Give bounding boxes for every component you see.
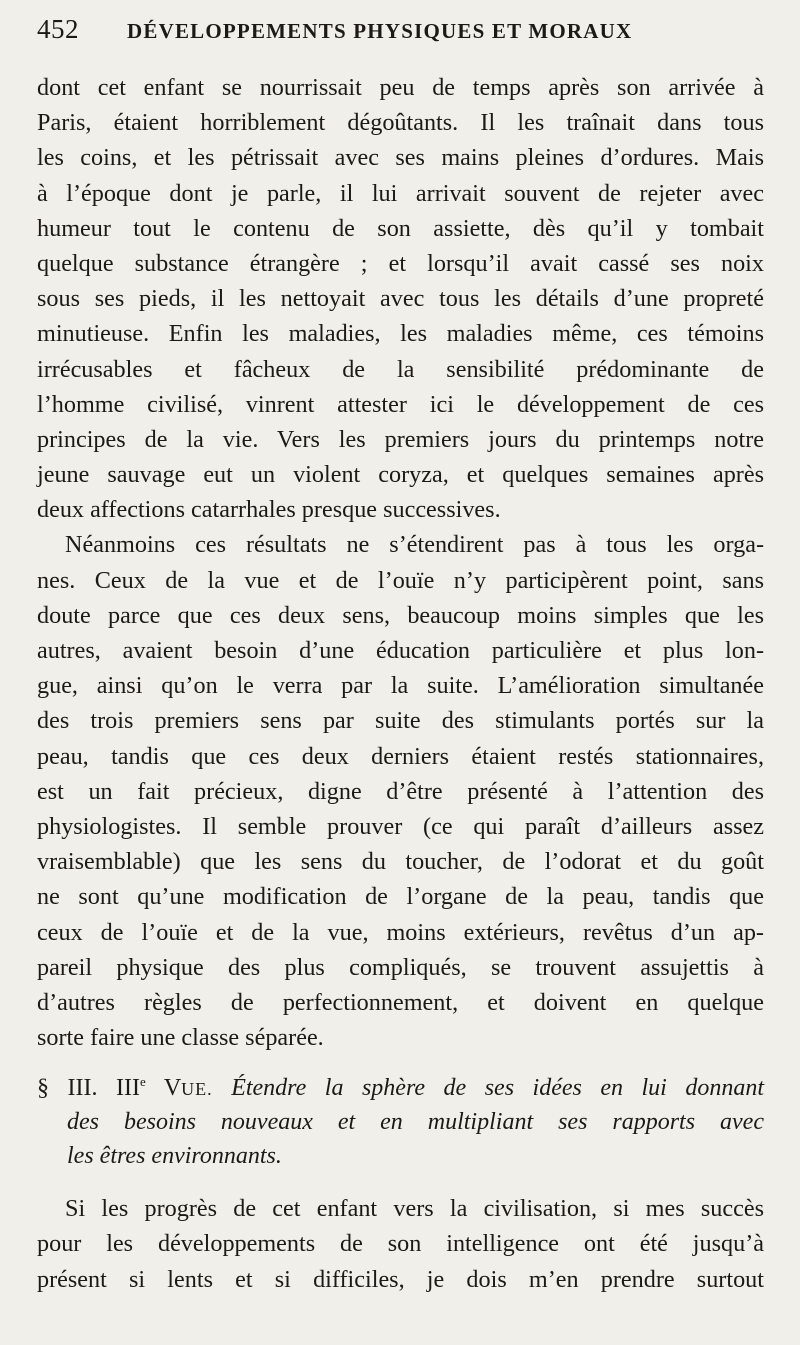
text-line: Si les progrès de cet enfant vers la civilisation, si mes succès	[65, 1195, 764, 1223]
text-line: physiologistes. Il semble prouver (ce qui paraît d’ailleurs assez	[37, 812, 764, 840]
section-superscript: e	[139, 1074, 146, 1090]
text-line: principes de la vie. Vers les premiers jours du printemps notre	[37, 425, 764, 453]
section-title: Étendre la sphère de ses idées en lui donnant	[231, 1075, 765, 1102]
text-line: quelque substance étrangère ; et lorsqu’il avait cassé ses noix	[37, 249, 764, 277]
text-line: Néanmoins ces résultats ne s’étendirent pas à tous les orga-	[65, 531, 764, 559]
section-title: des besoins nouveaux et en multipliant ses rapports avec	[67, 1109, 764, 1136]
section-label-ue: UE.	[181, 1079, 213, 1100]
text-line: Paris, étaient horriblement dégoûtants. Il les traînait dans tous	[37, 109, 764, 137]
text-line: doute parce que ces deux sens, beaucoup moins simples que les	[37, 601, 764, 629]
text-line: vraisemblable) que les sens du toucher, de l’odorat et du goût	[37, 848, 764, 876]
text-line: humeur tout le contenu de son assiette, dès qu’il y tombait	[37, 214, 764, 242]
page-number: 452	[37, 14, 79, 44]
text-line: est un fait précieux, digne d’être présenté à l’attention des	[37, 777, 764, 805]
paragraph-1	[37, 70, 764, 527]
text-line: les coins, et les pétrissait avec ses mains pleines d’ordures. Mais	[37, 144, 764, 172]
section-label-v: V	[163, 1075, 182, 1102]
section-title-line	[37, 1105, 764, 1139]
text-line: sorte faire une classe séparée.	[37, 1024, 324, 1052]
section-marker: § III. III	[37, 1075, 140, 1102]
text-line: autres, avaient besoin d’une éducation particulière et plus lon-	[37, 637, 764, 664]
text-line: peau, tandis que ces deux derniers étaient restés stationnaires,	[37, 742, 764, 770]
text-line: irrécusables et fâcheux de la sensibilité prédominante de	[37, 355, 764, 383]
text-line: jeune sauvage eut un violent coryza, et quelques semaines après	[37, 461, 764, 489]
text-line: minutieuse. Enfin les maladies, les maladies même, ces témoins	[37, 320, 764, 348]
text-line: dont cet enfant se nourrissait peu de temps après son arrivée à	[37, 74, 764, 101]
paragraph-2	[37, 527, 764, 1055]
text-line: ne sont qu’une modification de l’organe de la peau, tandis que	[37, 883, 764, 911]
text-line: des trois premiers sens par suite des stimulants portés sur la	[37, 707, 764, 735]
text-line: pour les développements de son intelligence ont été jusqu’à	[37, 1230, 764, 1258]
text-line: ceux de l’ouïe et de la vue, moins extérieurs, revêtus d’un ap-	[37, 918, 764, 946]
text-line: présent si lents et si difficiles, je dois m’en prendre surtout	[37, 1265, 764, 1293]
page-header	[37, 14, 764, 70]
section-heading	[37, 1071, 764, 1173]
text-line: pareil physique des plus compliqués, se trouvent assujettis à	[37, 953, 764, 981]
text-line: d’autres règles de perfectionnement, et doivent en quelque	[37, 988, 764, 1016]
text-line: nes. Ceux de la vue et de l’ouïe n’y participèrent point, sans	[37, 566, 764, 594]
section-title-line	[37, 1139, 764, 1173]
text-line: sous ses pieds, il les nettoyait avec tous les détails d’une propreté	[37, 285, 764, 313]
text-line: gue, ainsi qu’on le verra par la suite. L’amélioration simultanée	[37, 672, 764, 700]
section-title: les êtres environnants.	[67, 1143, 282, 1170]
paragraph-3	[37, 1191, 764, 1297]
text-line: l’homme civilisé, vinrent attester ici le développement de ces	[37, 390, 764, 418]
section-title-line	[37, 1071, 764, 1105]
text-line: à l’époque dont je parle, il lui arrivait souvent de rejeter avec	[37, 179, 764, 207]
running-head: DÉVELOPPEMENTS PHYSIQUES ET MORAUX	[127, 19, 633, 43]
text-line: deux affections catarrhales presque successives.	[37, 496, 501, 524]
